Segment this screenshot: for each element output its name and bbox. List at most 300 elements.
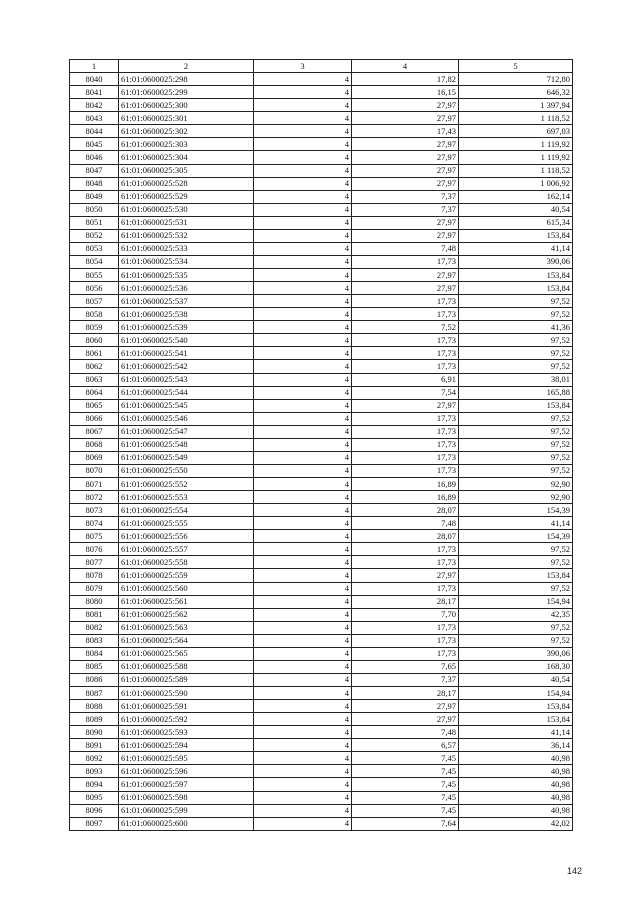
table-row: [70, 216, 573, 229]
table-cell: 27,97: [352, 399, 459, 412]
table-cell: 61:01:0600025:541: [119, 347, 254, 360]
table-cell: 8076: [70, 543, 119, 556]
table-cell: 61:01:0600025:565: [119, 647, 254, 660]
table-cell: 8073: [70, 504, 119, 517]
table-cell: 4: [254, 595, 352, 608]
table-cell: 8052: [70, 229, 119, 242]
table-cell: 16,89: [352, 491, 459, 504]
table-cell: 8042: [70, 99, 119, 112]
table-cell: 97,52: [459, 582, 573, 595]
table-cell: 61:01:0600025:588: [119, 660, 254, 673]
table-cell: 1 119,92: [459, 151, 573, 164]
table-cell: 4: [254, 399, 352, 412]
table-cell: 8078: [70, 569, 119, 582]
table-cell: 154,94: [459, 687, 573, 700]
table-cell: 697,03: [459, 125, 573, 138]
table-cell: 4: [254, 386, 352, 399]
table-cell: 8066: [70, 412, 119, 425]
table-row: [70, 334, 573, 347]
table-cell: 97,52: [459, 334, 573, 347]
table-cell: 8079: [70, 582, 119, 595]
table-cell: 61:01:0600025:301: [119, 112, 254, 125]
table-row: [70, 765, 573, 778]
table-cell: 97,52: [459, 360, 573, 373]
table-cell: 8045: [70, 138, 119, 151]
table-cell: 27,97: [352, 269, 459, 282]
table-cell: 8095: [70, 791, 119, 804]
table-cell: 4: [254, 164, 352, 177]
table-cell: 61:01:0600025:591: [119, 700, 254, 713]
table-cell: 162,14: [459, 190, 573, 203]
table-cell: 7,45: [352, 752, 459, 765]
table-row: [70, 621, 573, 634]
column-header: 2: [119, 60, 254, 73]
table-cell: 17,73: [352, 464, 459, 477]
table-cell: 17,73: [352, 412, 459, 425]
table-row: [70, 269, 573, 282]
table-cell: 4: [254, 425, 352, 438]
table-cell: 4: [254, 269, 352, 282]
table-cell: 8069: [70, 451, 119, 464]
table-cell: 27,97: [352, 569, 459, 582]
column-header: 4: [352, 60, 459, 73]
table-cell: 28,07: [352, 504, 459, 517]
table-cell: 4: [254, 569, 352, 582]
table-cell: 8070: [70, 464, 119, 477]
table-cell: 390,06: [459, 255, 573, 268]
table-cell: 97,52: [459, 295, 573, 308]
table-cell: 4: [254, 438, 352, 451]
table-cell: 4: [254, 229, 352, 242]
table-cell: 4: [254, 478, 352, 491]
table-cell: 61:01:0600025:593: [119, 726, 254, 739]
table-cell: 4: [254, 138, 352, 151]
table-cell: 41,14: [459, 726, 573, 739]
table-cell: 8060: [70, 334, 119, 347]
table-cell: 92,90: [459, 491, 573, 504]
table-cell: 6,57: [352, 739, 459, 752]
table-cell: 61:01:0600025:549: [119, 451, 254, 464]
table-cell: 8091: [70, 739, 119, 752]
table-cell: 8090: [70, 726, 119, 739]
table-cell: 61:01:0600025:531: [119, 216, 254, 229]
table-row: [70, 569, 573, 582]
table-cell: 61:01:0600025:534: [119, 255, 254, 268]
table-cell: 16,15: [352, 86, 459, 99]
table-row: [70, 399, 573, 412]
table-cell: 8055: [70, 269, 119, 282]
table-cell: 61:01:0600025:530: [119, 203, 254, 216]
table-cell: 27,97: [352, 177, 459, 190]
table-cell: 4: [254, 73, 352, 86]
table-cell: 61:01:0600025:540: [119, 334, 254, 347]
table-cell: 27,97: [352, 151, 459, 164]
table-row: [70, 543, 573, 556]
table-cell: 8088: [70, 700, 119, 713]
table-cell: 8087: [70, 687, 119, 700]
table-cell: 97,52: [459, 425, 573, 438]
table-cell: 61:01:0600025:561: [119, 595, 254, 608]
table-cell: 154,39: [459, 504, 573, 517]
table-cell: 4: [254, 543, 352, 556]
table-cell: 168,30: [459, 660, 573, 673]
table-cell: 17,73: [352, 582, 459, 595]
table-cell: 40,54: [459, 203, 573, 216]
table-cell: 8068: [70, 438, 119, 451]
table-cell: 61:01:0600025:600: [119, 817, 254, 830]
table-cell: 8092: [70, 752, 119, 765]
table-cell: 17,73: [352, 334, 459, 347]
table-cell: 4: [254, 556, 352, 569]
table-cell: 8080: [70, 595, 119, 608]
table-cell: 61:01:0600025:553: [119, 491, 254, 504]
table-cell: 615,34: [459, 216, 573, 229]
table-cell: 4: [254, 673, 352, 686]
table-cell: 8096: [70, 804, 119, 817]
table-cell: 4: [254, 99, 352, 112]
table-cell: 712,80: [459, 73, 573, 86]
table-row: [70, 778, 573, 791]
table-cell: 41,14: [459, 242, 573, 255]
table-cell: 8041: [70, 86, 119, 99]
table-cell: 61:01:0600025:589: [119, 673, 254, 686]
table-cell: 61:01:0600025:564: [119, 634, 254, 647]
column-header: 1: [70, 60, 119, 73]
table-cell: 4: [254, 713, 352, 726]
table-cell: 153,84: [459, 569, 573, 582]
table-cell: 17,73: [352, 543, 459, 556]
table-cell: 4: [254, 203, 352, 216]
table-cell: 7,45: [352, 791, 459, 804]
table-cell: 4: [254, 660, 352, 673]
column-header: 5: [459, 60, 573, 73]
table-cell: 8062: [70, 360, 119, 373]
table-row: [70, 451, 573, 464]
table-cell: 1 006,92: [459, 177, 573, 190]
table-cell: 61:01:0600025:596: [119, 765, 254, 778]
table-cell: 153,84: [459, 700, 573, 713]
table-cell: 4: [254, 491, 352, 504]
table-cell: 8063: [70, 373, 119, 386]
table-cell: 8072: [70, 491, 119, 504]
table-cell: 17,73: [352, 295, 459, 308]
table-cell: 4: [254, 726, 352, 739]
table-cell: 17,73: [352, 360, 459, 373]
table-cell: 4: [254, 347, 352, 360]
table-cell: 42,35: [459, 608, 573, 621]
table-cell: 4: [254, 451, 352, 464]
table-cell: 40,98: [459, 752, 573, 765]
table-cell: 27,97: [352, 138, 459, 151]
table-cell: 4: [254, 112, 352, 125]
table-cell: 38,01: [459, 373, 573, 386]
table-cell: 61:01:0600025:545: [119, 399, 254, 412]
table-cell: 17,73: [352, 451, 459, 464]
table-row: [70, 700, 573, 713]
table-cell: 61:01:0600025:559: [119, 569, 254, 582]
table-cell: 8065: [70, 399, 119, 412]
table-cell: 8048: [70, 177, 119, 190]
table-cell: 8047: [70, 164, 119, 177]
table-cell: 61:01:0600025:562: [119, 608, 254, 621]
table-row: [70, 360, 573, 373]
table-cell: 61:01:0600025:537: [119, 295, 254, 308]
table-cell: 4: [254, 700, 352, 713]
table-row: [70, 752, 573, 765]
table-cell: 7,48: [352, 726, 459, 739]
table-cell: 646,32: [459, 86, 573, 99]
table-cell: 40,98: [459, 791, 573, 804]
table-cell: 390,06: [459, 647, 573, 660]
table-cell: 4: [254, 621, 352, 634]
table-cell: 4: [254, 282, 352, 295]
table-cell: 28,07: [352, 530, 459, 543]
table-cell: 4: [254, 308, 352, 321]
table-cell: 17,73: [352, 621, 459, 634]
table-cell: 8050: [70, 203, 119, 216]
table-cell: 42,02: [459, 817, 573, 830]
table-cell: 61:01:0600025:532: [119, 229, 254, 242]
table-cell: 8049: [70, 190, 119, 203]
table-cell: 8097: [70, 817, 119, 830]
table-row: [70, 73, 573, 86]
table-cell: 61:01:0600025:558: [119, 556, 254, 569]
table-cell: 4: [254, 752, 352, 765]
table-cell: 61:01:0600025:543: [119, 373, 254, 386]
table-cell: 4: [254, 530, 352, 543]
table-cell: 4: [254, 360, 352, 373]
table-row: [70, 242, 573, 255]
table-cell: 97,52: [459, 451, 573, 464]
table-cell: 61:01:0600025:303: [119, 138, 254, 151]
table-row: [70, 112, 573, 125]
table-cell: 8040: [70, 73, 119, 86]
table-cell: 7,54: [352, 386, 459, 399]
page-number: 142: [566, 866, 582, 876]
table-cell: 17,73: [352, 556, 459, 569]
table-cell: 8077: [70, 556, 119, 569]
table-cell: 154,39: [459, 530, 573, 543]
table-row: [70, 151, 573, 164]
table-cell: 8093: [70, 765, 119, 778]
table-cell: 4: [254, 504, 352, 517]
table-row: [70, 373, 573, 386]
table-cell: 4: [254, 517, 352, 530]
table-row: [70, 255, 573, 268]
table-cell: 4: [254, 373, 352, 386]
table-row: [70, 86, 573, 99]
table-cell: 7,45: [352, 804, 459, 817]
table-cell: 153,84: [459, 282, 573, 295]
table-row: [70, 138, 573, 151]
table-cell: 7,37: [352, 203, 459, 216]
table-cell: 7,70: [352, 608, 459, 621]
table-cell: 17,82: [352, 73, 459, 86]
table-row: [70, 582, 573, 595]
table-cell: 4: [254, 791, 352, 804]
table-cell: 61:01:0600025:590: [119, 687, 254, 700]
table-cell: 7,37: [352, 190, 459, 203]
table-row: [70, 713, 573, 726]
table-cell: 7,48: [352, 242, 459, 255]
table-cell: 61:01:0600025:536: [119, 282, 254, 295]
table-cell: 61:01:0600025:598: [119, 791, 254, 804]
table-cell: 7,52: [352, 321, 459, 334]
table-cell: 4: [254, 255, 352, 268]
table-cell: 61:01:0600025:533: [119, 242, 254, 255]
table-cell: 17,73: [352, 347, 459, 360]
table-cell: 16,89: [352, 478, 459, 491]
table-cell: 4: [254, 687, 352, 700]
table-cell: 97,52: [459, 412, 573, 425]
table-cell: 7,37: [352, 673, 459, 686]
table-cell: 61:01:0600025:550: [119, 464, 254, 477]
table-cell: 4: [254, 125, 352, 138]
table-cell: 4: [254, 151, 352, 164]
table-cell: 97,52: [459, 308, 573, 321]
table-cell: 1 118,52: [459, 164, 573, 177]
table-cell: 4: [254, 412, 352, 425]
table-row: [70, 634, 573, 647]
table-cell: 27,97: [352, 164, 459, 177]
table-cell: 61:01:0600025:539: [119, 321, 254, 334]
table-row: [70, 673, 573, 686]
table-row: [70, 386, 573, 399]
table-cell: 92,90: [459, 478, 573, 491]
header-row: [70, 60, 573, 73]
table-cell: 4: [254, 739, 352, 752]
table-row: [70, 412, 573, 425]
table-row: [70, 687, 573, 700]
table-cell: 4: [254, 634, 352, 647]
table-cell: 27,97: [352, 713, 459, 726]
table-cell: 7,65: [352, 660, 459, 673]
table-cell: 61:01:0600025:563: [119, 621, 254, 634]
table-cell: 61:01:0600025:299: [119, 86, 254, 99]
table-cell: 97,52: [459, 543, 573, 556]
table-cell: 165,88: [459, 386, 573, 399]
table-cell: 17,73: [352, 438, 459, 451]
table-cell: 61:01:0600025:538: [119, 308, 254, 321]
table-cell: 40,98: [459, 778, 573, 791]
table-cell: 7,45: [352, 778, 459, 791]
table-row: [70, 504, 573, 517]
table-cell: 8071: [70, 478, 119, 491]
table-cell: 61:01:0600025:300: [119, 99, 254, 112]
table-row: [70, 164, 573, 177]
table-cell: 40,98: [459, 804, 573, 817]
table-cell: 8086: [70, 673, 119, 686]
table-cell: 8083: [70, 634, 119, 647]
table-cell: 41,36: [459, 321, 573, 334]
table-cell: 61:01:0600025:594: [119, 739, 254, 752]
table-row: [70, 321, 573, 334]
table-cell: 153,84: [459, 269, 573, 282]
table-cell: 36,14: [459, 739, 573, 752]
table-cell: 8053: [70, 242, 119, 255]
table-row: [70, 438, 573, 451]
table-cell: 6,91: [352, 373, 459, 386]
table-cell: 8067: [70, 425, 119, 438]
table-cell: 8056: [70, 282, 119, 295]
table-cell: 27,97: [352, 112, 459, 125]
table-cell: 8094: [70, 778, 119, 791]
table-cell: 61:01:0600025:298: [119, 73, 254, 86]
table-row: [70, 804, 573, 817]
table-cell: 61:01:0600025:305: [119, 164, 254, 177]
table-cell: 4: [254, 242, 352, 255]
table-cell: 7,45: [352, 765, 459, 778]
table-row: [70, 595, 573, 608]
table-cell: 4: [254, 647, 352, 660]
table-row: [70, 229, 573, 242]
table-cell: 154,94: [459, 595, 573, 608]
table-row: [70, 190, 573, 203]
table-cell: 8081: [70, 608, 119, 621]
column-header: 3: [254, 60, 352, 73]
table-cell: 8089: [70, 713, 119, 726]
table-row: [70, 817, 573, 830]
table-row: [70, 491, 573, 504]
table-cell: 61:01:0600025:597: [119, 778, 254, 791]
table-cell: 153,84: [459, 399, 573, 412]
table-row: [70, 726, 573, 739]
table-cell: 97,52: [459, 347, 573, 360]
table-cell: 153,84: [459, 229, 573, 242]
table-row: [70, 177, 573, 190]
table-cell: 8075: [70, 530, 119, 543]
table-cell: 28,17: [352, 687, 459, 700]
table-cell: 4: [254, 295, 352, 308]
table-cell: 8043: [70, 112, 119, 125]
table-cell: 61:01:0600025:529: [119, 190, 254, 203]
table-cell: 8057: [70, 295, 119, 308]
table-row: [70, 295, 573, 308]
table-cell: 4: [254, 321, 352, 334]
table-cell: 27,97: [352, 216, 459, 229]
table-row: [70, 739, 573, 752]
table-cell: 17,73: [352, 634, 459, 647]
table-cell: 61:01:0600025:548: [119, 438, 254, 451]
table-cell: 1 397,94: [459, 99, 573, 112]
table-cell: 4: [254, 608, 352, 621]
table-cell: 61:01:0600025:556: [119, 530, 254, 543]
table-row: [70, 478, 573, 491]
table-row: [70, 791, 573, 804]
data-table: [69, 59, 573, 831]
table-row: [70, 99, 573, 112]
table-row: [70, 608, 573, 621]
table-cell: 8058: [70, 308, 119, 321]
table-cell: 4: [254, 190, 352, 203]
table-row: [70, 203, 573, 216]
table-row: [70, 660, 573, 673]
table-cell: 4: [254, 765, 352, 778]
table-cell: 97,52: [459, 556, 573, 569]
table-row: [70, 308, 573, 321]
table-cell: 27,97: [352, 700, 459, 713]
table-cell: 61:01:0600025:542: [119, 360, 254, 373]
table-cell: 61:01:0600025:304: [119, 151, 254, 164]
table-cell: 17,73: [352, 425, 459, 438]
table-cell: 27,97: [352, 99, 459, 112]
table-cell: 8051: [70, 216, 119, 229]
table-cell: 4: [254, 86, 352, 99]
table-cell: 28,17: [352, 595, 459, 608]
table-body: [70, 73, 573, 831]
table-cell: 61:01:0600025:560: [119, 582, 254, 595]
table-cell: 61:01:0600025:528: [119, 177, 254, 190]
